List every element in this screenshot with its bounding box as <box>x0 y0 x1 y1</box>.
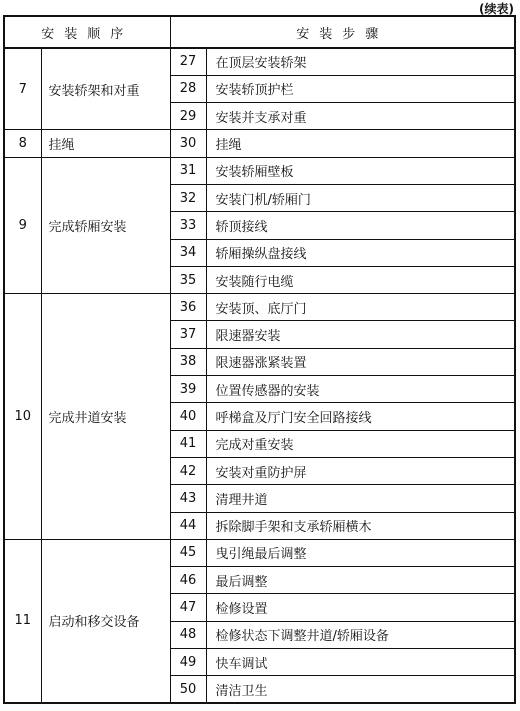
step-number: 34 <box>170 239 206 266</box>
step-number: 36 <box>170 294 206 321</box>
table-row <box>4 48 515 75</box>
step-text: 挂绳 <box>206 130 515 157</box>
step-number: 48 <box>170 621 206 648</box>
step-text: 安装并支承对重 <box>206 103 515 130</box>
group-number: 8 <box>4 130 41 157</box>
group-name: 挂绳 <box>41 130 170 157</box>
group-name: 完成轿厢安装 <box>41 157 170 293</box>
step-text: 安装随行电缆 <box>206 266 515 293</box>
step-text: 安装轿厢壁板 <box>206 157 515 184</box>
continued-label: (续表) <box>479 2 514 16</box>
step-number: 41 <box>170 430 206 457</box>
group-number: 9 <box>4 157 41 293</box>
installation-table <box>3 15 516 704</box>
step-number: 43 <box>170 485 206 512</box>
step-text: 轿顶接线 <box>206 212 515 239</box>
step-text: 安装轿顶护栏 <box>206 75 515 102</box>
step-number: 31 <box>170 157 206 184</box>
step-number: 49 <box>170 649 206 676</box>
step-text: 安装顶、底厅门 <box>206 294 515 321</box>
group-name: 安装轿架和对重 <box>41 48 170 130</box>
step-text: 呼梯盒及厅门安全回路接线 <box>206 403 515 430</box>
step-text: 清洁卫生 <box>206 676 515 703</box>
group-number: 11 <box>4 539 41 703</box>
step-number: 35 <box>170 266 206 293</box>
step-number: 44 <box>170 512 206 539</box>
step-text: 轿厢操纵盘接线 <box>206 239 515 266</box>
group-number: 7 <box>4 48 41 130</box>
step-number: 38 <box>170 348 206 375</box>
step-text: 曳引绳最后调整 <box>206 539 515 566</box>
step-number: 47 <box>170 594 206 621</box>
step-number: 40 <box>170 403 206 430</box>
step-text: 快车调试 <box>206 649 515 676</box>
step-number: 42 <box>170 457 206 484</box>
header-order: 安装顺序 <box>4 16 170 48</box>
step-number: 33 <box>170 212 206 239</box>
step-text: 在顶层安装轿架 <box>206 48 515 75</box>
step-text: 拆除脚手架和支承轿厢横木 <box>206 512 515 539</box>
step-number: 45 <box>170 539 206 566</box>
group-number: 10 <box>4 294 41 540</box>
table-row <box>4 157 515 184</box>
table-row <box>4 294 515 321</box>
table-row <box>4 539 515 566</box>
step-number: 30 <box>170 130 206 157</box>
step-text: 检修状态下调整井道/轿厢设备 <box>206 621 515 648</box>
step-text: 限速器涨紧装置 <box>206 348 515 375</box>
group-name: 启动和移交设备 <box>41 539 170 703</box>
step-text: 安装对重防护屏 <box>206 457 515 484</box>
step-text: 检修设置 <box>206 594 515 621</box>
step-number: 28 <box>170 75 206 102</box>
step-number: 37 <box>170 321 206 348</box>
step-text: 最后调整 <box>206 567 515 594</box>
step-text: 清理井道 <box>206 485 515 512</box>
table-body <box>4 48 515 703</box>
step-number: 29 <box>170 103 206 130</box>
step-text: 完成对重安装 <box>206 430 515 457</box>
step-text: 安装门机/轿厢门 <box>206 184 515 211</box>
step-number: 32 <box>170 184 206 211</box>
step-number: 50 <box>170 676 206 703</box>
group-name: 完成井道安装 <box>41 294 170 540</box>
step-number: 27 <box>170 48 206 75</box>
step-number: 39 <box>170 376 206 403</box>
step-text: 限速器安装 <box>206 321 515 348</box>
table-row <box>4 130 515 157</box>
step-number: 46 <box>170 567 206 594</box>
header-row <box>4 16 515 48</box>
header-steps: 安装步骤 <box>170 16 515 48</box>
step-text: 位置传感器的安装 <box>206 376 515 403</box>
